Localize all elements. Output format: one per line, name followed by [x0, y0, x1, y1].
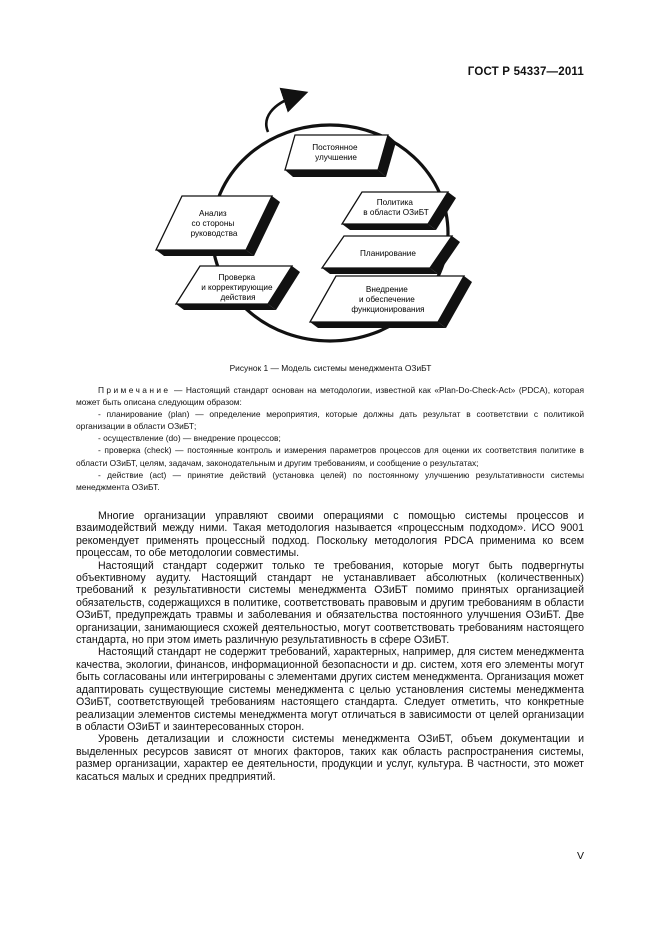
- box-checking-corrective: [176, 266, 300, 310]
- svg-text:Анализ со стороны: Анализ со стороны руководства: [190, 209, 238, 238]
- box-continual-improvement: [285, 135, 396, 177]
- paragraph: Многие организации управляют своими операциями с помощью системы процессов и взаимодействий между ними. Такая методология называется «процессным подходом». ИСО 9001 рекомендует применять процессный подход. Поскольку методология PDCA применима ко всем процессам, то обе методологии совместимы.: [76, 510, 584, 560]
- svg-text:Планирование: Планирование: [360, 249, 416, 258]
- figure-caption: Рисунок 1 — Модель системы менеджмента ОЗиБТ: [229, 363, 432, 373]
- svg-text:Политика в области ОЗиБТ: Политика в области ОЗиБТ: [363, 198, 429, 217]
- box-text: Постоянное улучшение: [312, 143, 358, 162]
- pdca-diagram: [0, 0, 661, 360]
- improvement-arrow: [266, 96, 296, 132]
- note-item: - действие (act) — принятие действий (установка целей) по постоянному улучшению результативности системы менеджмента ОЗиБТ.: [76, 469, 584, 492]
- svg-text:Внедрение и обеспечение: Внедрение и обеспечение функционирования: [351, 285, 425, 314]
- paragraph: Настоящий стандарт не содержит требований, характерных, например, для систем менеджмента качества, экологии, финансов, информационной безопасности и др. систем, хотя его элементы могут быть согласованы или интегрированы с элементами других систем менеджмента. Организация может адаптировать существующие системы менеджмента с целью установления системы менеджмента ОЗиБТ, соответствующей требованиям настоящего стандарта. Следует отметить, что конкретные реализации элементов системы менеджмента могут отличаться в зависимости от целей организации в области ОЗиБТ и заинтересованных сторон.: [76, 646, 584, 733]
- paragraph: Настоящий стандарт содержит только те требования, которые могут быть подвергнуты объективному аудиту. Настоящий стандарт не устанавливает абсолютных (количественных) требований к результативности системы менеджмента ОЗиБТ помимо принятых организацией обязательств, содержащихся в политике, соответствовать правовым и другим требованиям в области ОЗиБТ, предупреждать травмы и заболевания и обязательства постоянного улучшения ОЗиБТ. Две организации, занимающиеся схожей деятельностью, могут соответствовать требованиям настоящего стандарта, но при этом иметь различную результативность в сфере ОЗиБТ.: [76, 559, 584, 647]
- page-number: V: [576, 850, 584, 862]
- box-implementation: [310, 276, 472, 328]
- box-management-review: [156, 196, 280, 256]
- document-header: ГОСТ Р 54337—2011: [467, 66, 584, 78]
- note-item: - осуществление (do) — внедрение процессов;: [98, 433, 281, 444]
- box-policy: [342, 192, 456, 230]
- note-item: - планирование (plan) — определение мероприятия, которые должны дать результат в соответствии с политикой организации в области ОЗиБТ;: [76, 409, 584, 432]
- note-label: Примечание: [98, 385, 171, 395]
- paragraph: Уровень детализации и сложности системы менеджмента ОЗиБТ, объем документации и выделенных ресурсов зависят от многих факторов, таких как область распространения системы, размер организации, характер ее деятельности, продукции и услуг, культура. В частности, это может касаться малых и средних предприятий.: [76, 733, 584, 783]
- body-text: [76, 510, 584, 783]
- note-block: [76, 384, 584, 493]
- note-item: - проверка (check) — постоянные контроль и измерения параметров процессов для оценки их соответствия политике в области ОЗиБТ, целям, задачам, законодательным и другим требованиям, и сообщение о результатах;: [76, 445, 584, 468]
- note-intro: — Настоящий стандарт основан на методологии, известной как «Plan-Do-Check-Act» (PDCA), которая может быть описана следующим образом:: [76, 385, 584, 408]
- box-planning: [322, 236, 460, 274]
- svg-text:Проверка и корректирующи: Проверка и корректирующие действия: [201, 273, 273, 302]
